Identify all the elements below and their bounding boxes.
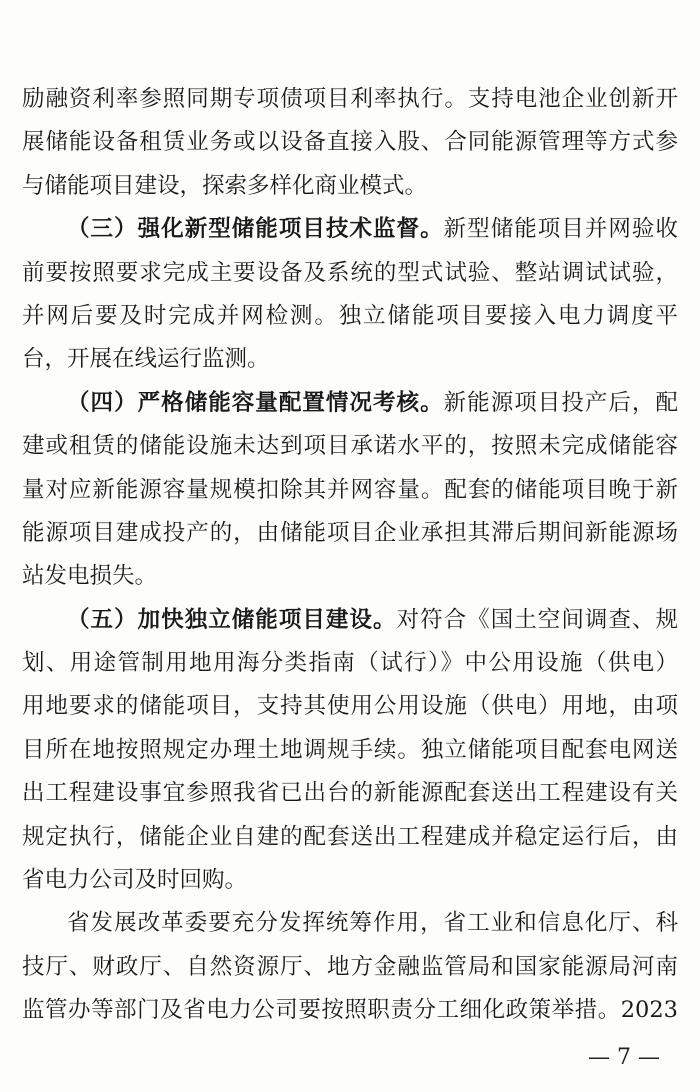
text-line: 前要按照要求完成主要设备及系统的型式试验、整站调试试验， (22, 259, 678, 286)
text-line: 站发电损失。 (22, 563, 158, 590)
section-heading-5-text: 对符合《国土空间调查、规 (396, 606, 678, 633)
text-line: 规定执行，储能企业自建的配套送出工程建成并稳定运行后，由 (22, 823, 678, 850)
text-line: 与储能项目建设，探索多样化商业模式。 (22, 172, 428, 199)
text-line: 建或租赁的储能设施未达到项目承诺水平的，按照未完成储能容 (22, 433, 678, 460)
text-line: 省发展改革委要充分发挥统筹作用，省工业和信息化厅、科 (67, 910, 678, 937)
section-heading-3-text: 新型储能项目并网验收 (443, 216, 678, 243)
page-number: — 7 — (588, 1045, 660, 1070)
section-heading-3: （三）强化新型储能项目技术监督。 (67, 216, 444, 243)
body-text (22, 78, 678, 1033)
section-heading-4: （四）严格储能容量配置情况考核。 (67, 389, 444, 416)
section-heading-line (22, 208, 678, 251)
text-line: 出工程建设事宜参照我省已出台的新能源配套送出工程建设有关 (22, 780, 678, 807)
text-line: 用地要求的储能项目，支持其使用公用设施（供电）用地，由项 (22, 693, 678, 720)
section-heading-5: （五）加快独立储能项目建设。 (67, 606, 397, 633)
text-line: 省电力公司及时回购。 (22, 867, 248, 894)
text-line: 台，开展在线运行监测。 (22, 346, 270, 373)
section-heading-4-text: 新能源项目投产后，配 (443, 389, 678, 416)
text-line: 量对应新能源容量规模扣除其并网容量。配套的储能项目晚于新 (22, 476, 678, 503)
text-line: 并网后要及时完成并网检测。独立储能项目要接入电力调度平 (22, 302, 678, 329)
text-line: 划、用途管制用地用海分类指南（试行）》中公用设施（供电） (22, 650, 678, 677)
text-line: 技厅、财政厅、自然资源厅、地方金融监管局和国家能源局河南 (22, 953, 678, 980)
text-line: 监管办等部门及省电力公司要按照职责分工细化政策举措。2023 (22, 997, 678, 1024)
text-line: 目所在地按照规定办理土地调规手续。独立储能项目配套电网送 (22, 736, 678, 763)
section-heading-line (22, 382, 678, 425)
text-line: 展储能设备租赁业务或以设备直接入股、合同能源管理等方式参 (22, 129, 678, 156)
text-line: 能源项目建成投产的，由储能项目企业承担其滞后期间新能源场 (22, 519, 678, 546)
text-line: 励融资利率参照同期专项债项目利率执行。支持电池企业创新开 (22, 86, 678, 112)
section-heading-line (22, 599, 678, 642)
